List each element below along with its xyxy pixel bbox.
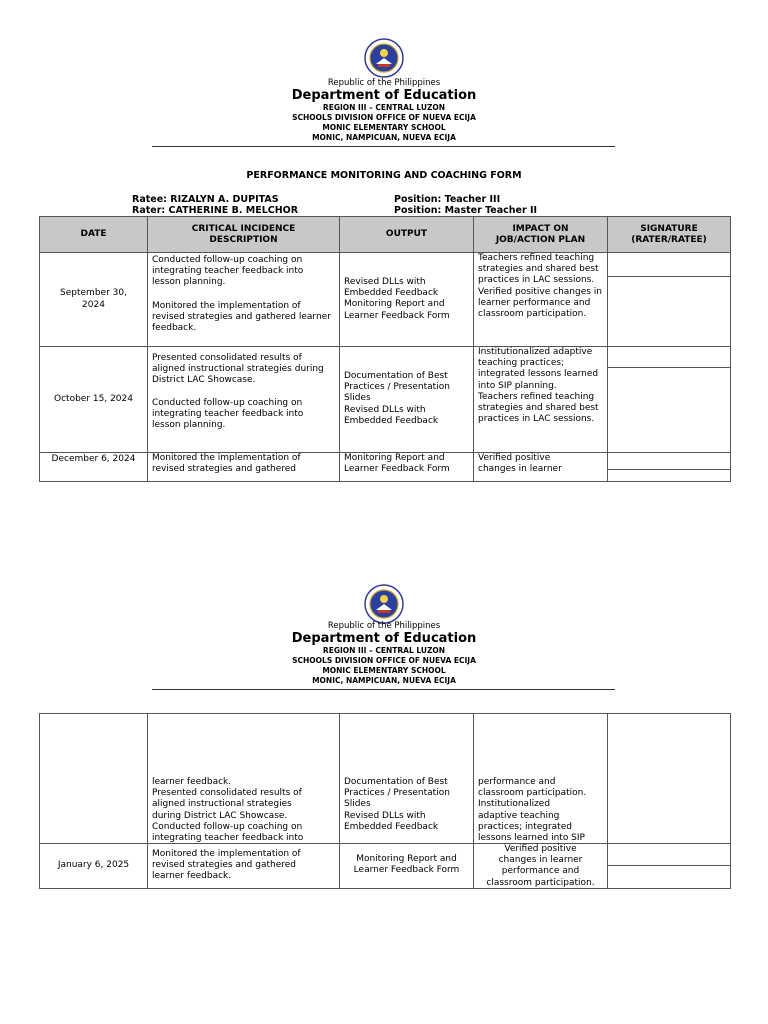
row4-impact-text: Verified positive changes in learner performance and classroom participation. — [486, 844, 595, 888]
row3-impact — [473, 452, 608, 482]
cont-signature — [607, 713, 731, 844]
row2-description — [147, 346, 340, 453]
row1-impact — [473, 252, 608, 347]
row2-description-1: Presented consolidated results of aligned instructional strategies during District LAC Showcase. — [152, 353, 324, 386]
row2-impact — [473, 346, 608, 453]
row4-impact — [473, 843, 608, 889]
row4-description — [147, 843, 340, 889]
division-text: SCHOOLS DIVISION OFFICE OF NUEVA ECIJA — [292, 113, 476, 122]
row3-signature-rater — [607, 452, 731, 470]
row1-description-1: Conducted follow-up coaching on integrating teacher feedback into lesson planning. — [152, 255, 304, 288]
cont-output-text: Documentation of Best Practices / Presentation Slides Revised DLLs with Embedded Feedback — [344, 777, 450, 832]
cont-description-text: learner feedback. Presented consolidated results of aligned instructional strategies during District LAC Showcase. Conducted follow-up coaching on integrating teacher feedback into — [152, 777, 304, 844]
row2-date: October 15, 2024 — [39, 346, 148, 453]
row1-output — [339, 252, 474, 347]
row1-impact-text: Teachers refined teaching strategies and shared best practices in LAC sessions. Verified positive changes in learner performance and classroom participation. — [478, 253, 603, 320]
cont-date — [39, 713, 148, 844]
row1-signature-rater — [607, 252, 731, 277]
col-header-impact: IMPACT ON JOB/ACTION PLAN — [473, 216, 608, 253]
row4-output-text: Monitoring Report and Learner Feedback Form — [353, 854, 460, 876]
col-header-description: CRITICAL INCIDENCE DESCRIPTION — [147, 216, 340, 253]
row3-impact-text: Verified positive changes in learner — [478, 453, 562, 475]
school-text: MONIC ELEMENTARY SCHOOL — [322, 123, 446, 132]
rater-name: Rater: CATHERINE B. MELCHOR — [132, 205, 299, 216]
row2-impact-text: Institutionalized adaptive teaching practices; integrated lessons learned into SIP planning. Teachers refined teaching strategies and shared best practices in LAC sessions. — [478, 347, 599, 425]
header2-divider — [152, 689, 615, 690]
row3-signature-ratee — [607, 469, 731, 482]
row2-signature-ratee — [607, 367, 731, 453]
address-text: MONIC, NAMPICUAN, NUEVA ECIJA — [312, 133, 456, 142]
row3-output — [339, 452, 474, 482]
row2-signature-rater — [607, 346, 731, 368]
rater-position: Position: Master Teacher II — [394, 205, 538, 216]
col-header-signature: SIGNATURE (RATER/RATEE) — [607, 216, 731, 253]
col-header-date: DATE — [39, 216, 148, 253]
header-divider — [152, 146, 615, 147]
region-text: REGION III – CENTRAL LUZON — [322, 103, 446, 112]
row1-date: September 30, 2024 — [39, 252, 148, 347]
form-title: PERFORMANCE MONITORING AND COACHING FORM — [246, 170, 522, 181]
row2-description-2: Conducted follow-up coaching on integrating teacher feedback into lesson planning. — [152, 398, 304, 431]
republic-text: Republic of the Philippines — [327, 78, 441, 88]
department-title: Department of Education — [291, 88, 477, 103]
row3-description — [147, 452, 340, 482]
republic-text: Republic of the Philippines — [327, 621, 441, 631]
row4-signature-rater — [607, 843, 731, 866]
address-text: MONIC, NAMPICUAN, NUEVA ECIJA — [312, 676, 456, 685]
ratee-name: Ratee: RIZALYN A. DUPITAS — [132, 194, 279, 205]
row1-signature-ratee — [607, 276, 731, 347]
cont-output — [339, 713, 474, 844]
col-header-output: OUTPUT — [339, 216, 474, 253]
cont-impact-text: performance and classroom participation. Institutionalized adaptive teaching practices; integrated lessons learned into SIP — [478, 777, 587, 844]
school-text: MONIC ELEMENTARY SCHOOL — [322, 666, 446, 675]
row2-output-text: Documentation of Best Practices / Presentation Slides Revised DLLs with Embedded Feedback — [344, 371, 450, 426]
cont-impact — [473, 713, 608, 844]
row3-date: December 6, 2024 — [39, 452, 148, 482]
deped-seal-icon — [364, 38, 404, 78]
row3-description-text: Monitored the implementation of revised strategies and gathered — [152, 453, 301, 475]
department-title: Department of Education — [291, 631, 477, 646]
row2-output — [339, 346, 474, 453]
row4-description-text: Monitored the implementation of revised strategies and gathered learner feedback. — [152, 849, 301, 882]
row4-date: January 6, 2025 — [39, 843, 148, 889]
deped-seal-icon — [364, 584, 404, 624]
row3-output-text: Monitoring Report and Learner Feedback Form — [344, 453, 450, 475]
cont-description — [147, 713, 340, 844]
ratee-position: Position: Teacher III — [394, 194, 501, 205]
row4-output — [339, 843, 474, 889]
row1-description — [147, 252, 340, 347]
row1-output-text: Revised DLLs with Embedded Feedback Monitoring Report and Learner Feedback Form — [344, 277, 450, 321]
region-text: REGION III – CENTRAL LUZON — [322, 646, 446, 655]
division-text: SCHOOLS DIVISION OFFICE OF NUEVA ECIJA — [292, 656, 476, 665]
row1-description-2: Monitored the implementation of revised strategies and gathered learner feedback. — [152, 301, 331, 334]
page-header — [0, 78, 768, 143]
page2-header — [0, 621, 768, 686]
row4-signature-ratee — [607, 865, 731, 889]
